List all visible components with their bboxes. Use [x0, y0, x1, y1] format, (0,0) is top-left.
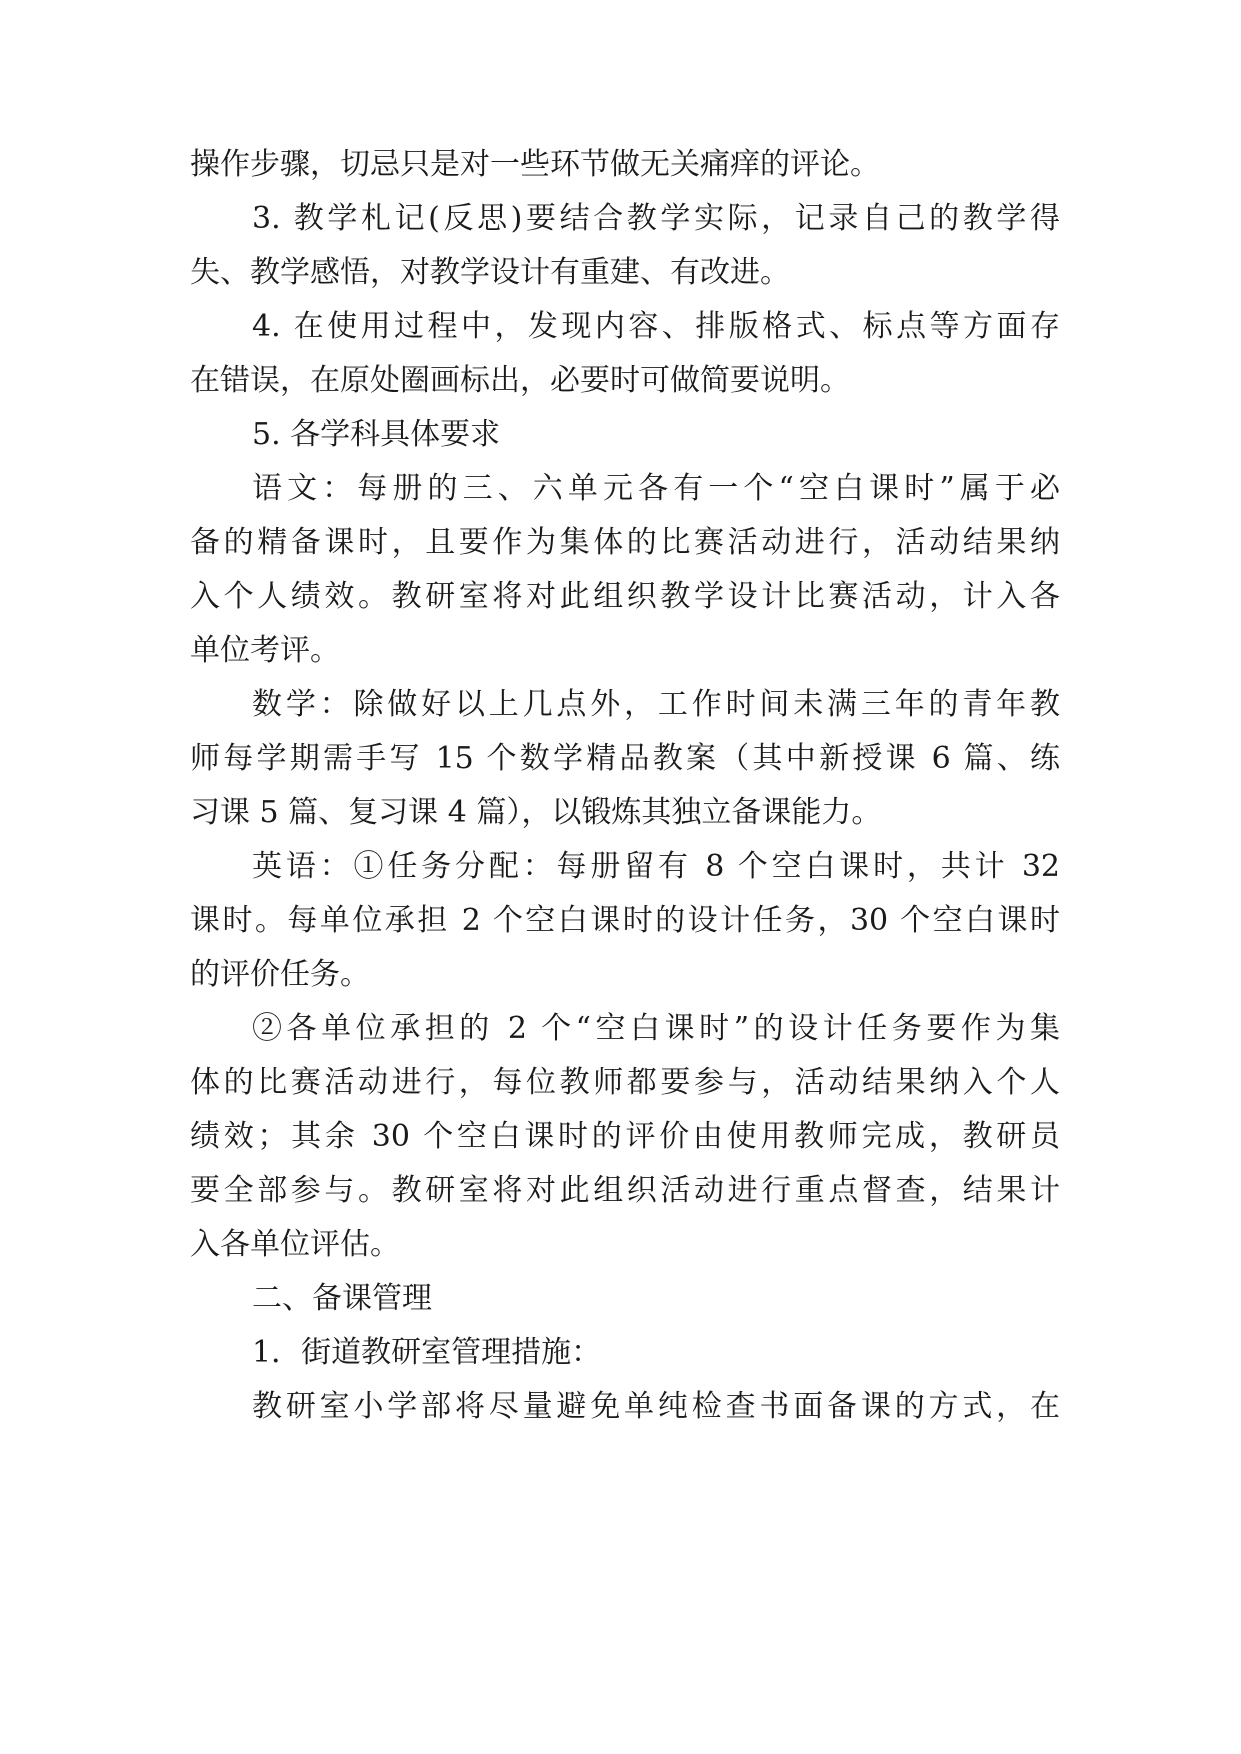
text-line: 5. 各学科具体要求	[252, 417, 501, 452]
text-line: 在错误，在原处圈画标出，必要时可做简要说明。	[190, 363, 850, 398]
text-line: 课时。每单位承担 2 个空白课时的设计任务，30 个空白课时	[190, 903, 1060, 938]
text-line: 4. 在使用过程中，发现内容、排版格式、标点等方面存	[252, 309, 1060, 344]
text-line: 入各单位评估。	[190, 1227, 400, 1262]
text-line: 单位考评。	[190, 633, 340, 668]
text-line: 失、教学感悟，对教学设计有重建、有改进。	[190, 255, 790, 290]
text-line: 入个人绩效。教研室将对此组织教学设计比赛活动，计入各	[190, 579, 1060, 614]
text-line: 英语：①任务分配：每册留有 8 个空白课时，共计 32	[252, 849, 1060, 884]
text-line: 教研室小学部将尽量避免单纯检查书面备课的方式，在	[252, 1389, 1060, 1424]
subsection-heading: 1．街道教研室管理措施：	[252, 1335, 602, 1370]
text-line: 操作步骤，切忌只是对一些环节做无关痛痒的评论。	[190, 147, 880, 182]
text-line: 3. 教学札记(反思)要结合教学实际，记录自己的教学得	[252, 201, 1060, 236]
text-line: 的评价任务。	[190, 957, 370, 992]
text-line: 体的比赛活动进行，每位教师都要参与，活动结果纳入个人	[190, 1065, 1060, 1100]
text-line: 师每学期需手写 15 个数学精品教案（其中新授课 6 篇、练	[190, 741, 1060, 776]
text-line: 语文：每册的三、六单元各有一个“空白课时”属于必	[252, 471, 1060, 506]
text-line: 数学：除做好以上几点外，工作时间未满三年的青年教	[252, 687, 1060, 722]
text-line: ②各单位承担的 2 个“空白课时”的设计任务要作为集	[252, 1011, 1060, 1046]
text-line: 习课 5 篇、复习课 4 篇），以锻炼其独立备课能力。	[190, 795, 882, 830]
text-line: 绩效；其余 30 个空白课时的评价由使用教师完成，教研员	[190, 1119, 1060, 1154]
text-line: 备的精备课时，且要作为集体的比赛活动进行，活动结果纳	[190, 525, 1060, 560]
text-line: 要全部参与。教研室将对此组织活动进行重点督查，结果计	[190, 1173, 1060, 1208]
section-heading: 二、备课管理	[252, 1281, 432, 1316]
